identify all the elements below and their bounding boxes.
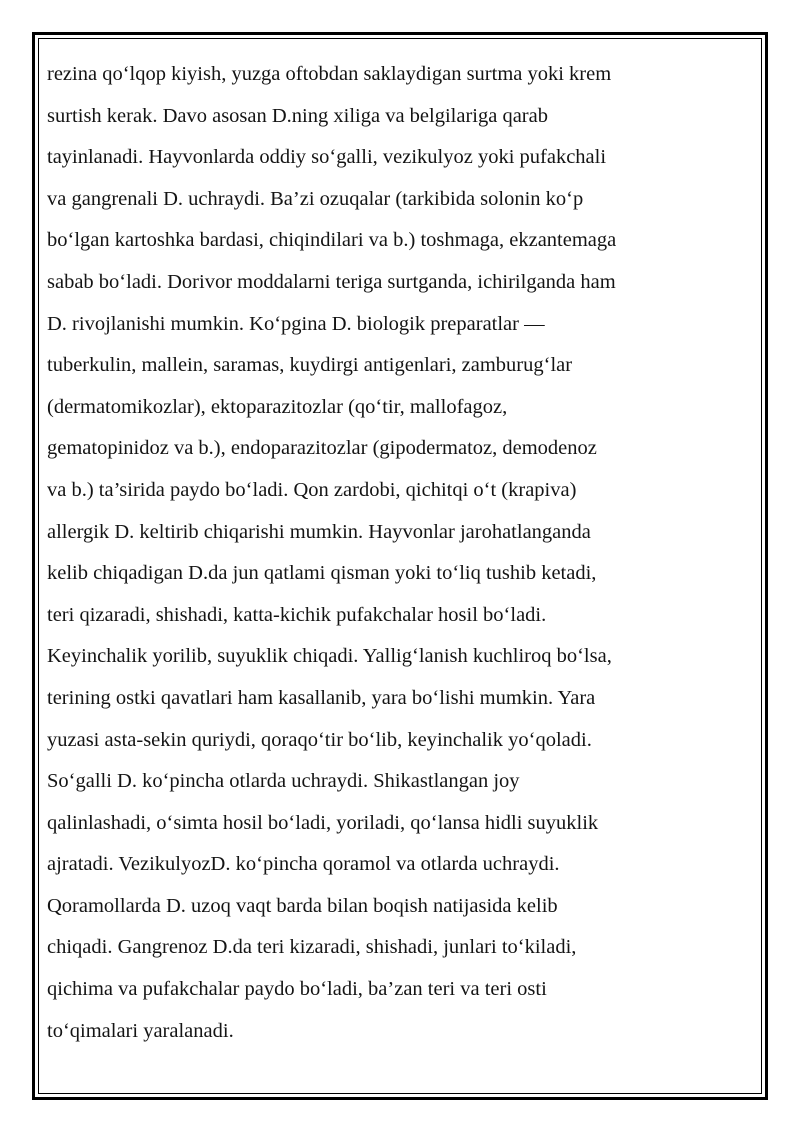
text-line: So‘galli D. ko‘pincha otlarda uchraydi. Shikastlangan joy <box>47 770 520 793</box>
text-line: surtish kerak. Davo asosan D.ning xiliga va belgilariga qarab <box>47 104 548 127</box>
text-line: yuzasi asta-sekin quriydi, qoraqo‘tir bo‘lib, keyinchalik yo‘qoladi. <box>47 728 592 751</box>
text-line: D. rivojlanishi mumkin. Ko‘pgina D. biologik preparatlar — <box>47 312 545 335</box>
text-line: terining ostki qavatlari ham kasallanib, yara bo‘lishi mumkin. Yara <box>47 686 596 709</box>
text-line: tuberkulin, mallein, saramas, kuydirgi antigenlari, zamburug‘lar <box>47 354 573 377</box>
text-line: to‘qimalari yaralanadi. <box>47 1019 234 1042</box>
text-line: bo‘lgan kartoshka bardasi, chiqindilari va b.) toshmaga, ekzantemaga <box>47 229 617 252</box>
text-line: Qoramollarda D. uzoq vaqt barda bilan boqish natijasida kelib <box>47 894 558 917</box>
text-line: va gangrenali D. uchraydi. Ba’zi ozuqalar (tarkibida solonin ko‘p <box>47 187 584 210</box>
body-text <box>47 54 747 1052</box>
text-line: qalinlashadi, o‘simta hosil bo‘ladi, yoriladi, qo‘lansa hidli suyuklik <box>47 811 599 834</box>
text-line: sabab bo‘ladi. Dorivor moddalarni teriga surtganda, ichirilganda ham <box>47 270 616 293</box>
text-line: va b.) ta’sirida paydo bo‘ladi. Qon zardobi, qichitqi o‘t (krapiva) <box>47 478 577 501</box>
text-line: teri qizaradi, shishadi, katta-kichik pufakchalar hosil bo‘ladi. <box>47 603 547 626</box>
text-line: ajratadi. VezikulyozD. ko‘pincha qoramol va otlarda uchraydi. <box>47 853 560 876</box>
text-line: gematopinidoz va b.), endoparazitozlar (gipodermatoz, demodenoz <box>47 437 597 460</box>
text-line: (dermatomikozlar), ektoparazitozlar (qo‘tir, mallofagoz, <box>47 395 508 418</box>
text-line: qichima va pufakchalar paydo bo‘ladi, ba’zan teri va teri osti <box>47 978 547 1001</box>
text-line: Keyinchalik yorilib, suyuklik chiqadi. Yallig‘lanish kuchliroq bo‘lsa, <box>47 645 612 668</box>
text-line: allergik D. keltirib chiqarishi mumkin. Hayvonlar jarohatlanganda <box>47 520 591 543</box>
text-line: kelib chiqadigan D.da jun qatlami qisman yoki to‘liq tushib ketadi, <box>47 562 597 585</box>
text-line: tayinlanadi. Hayvonlarda oddiy so‘galli, vezikulyoz yoki pufakchali <box>47 146 607 169</box>
text-line: chiqadi. Gangrenoz D.da teri kizaradi, shishadi, junlari to‘kiladi, <box>47 936 577 959</box>
text-line: rezina qo‘lqop kiyish, yuzga oftobdan saklaydigan surtma yoki krem <box>47 63 612 85</box>
